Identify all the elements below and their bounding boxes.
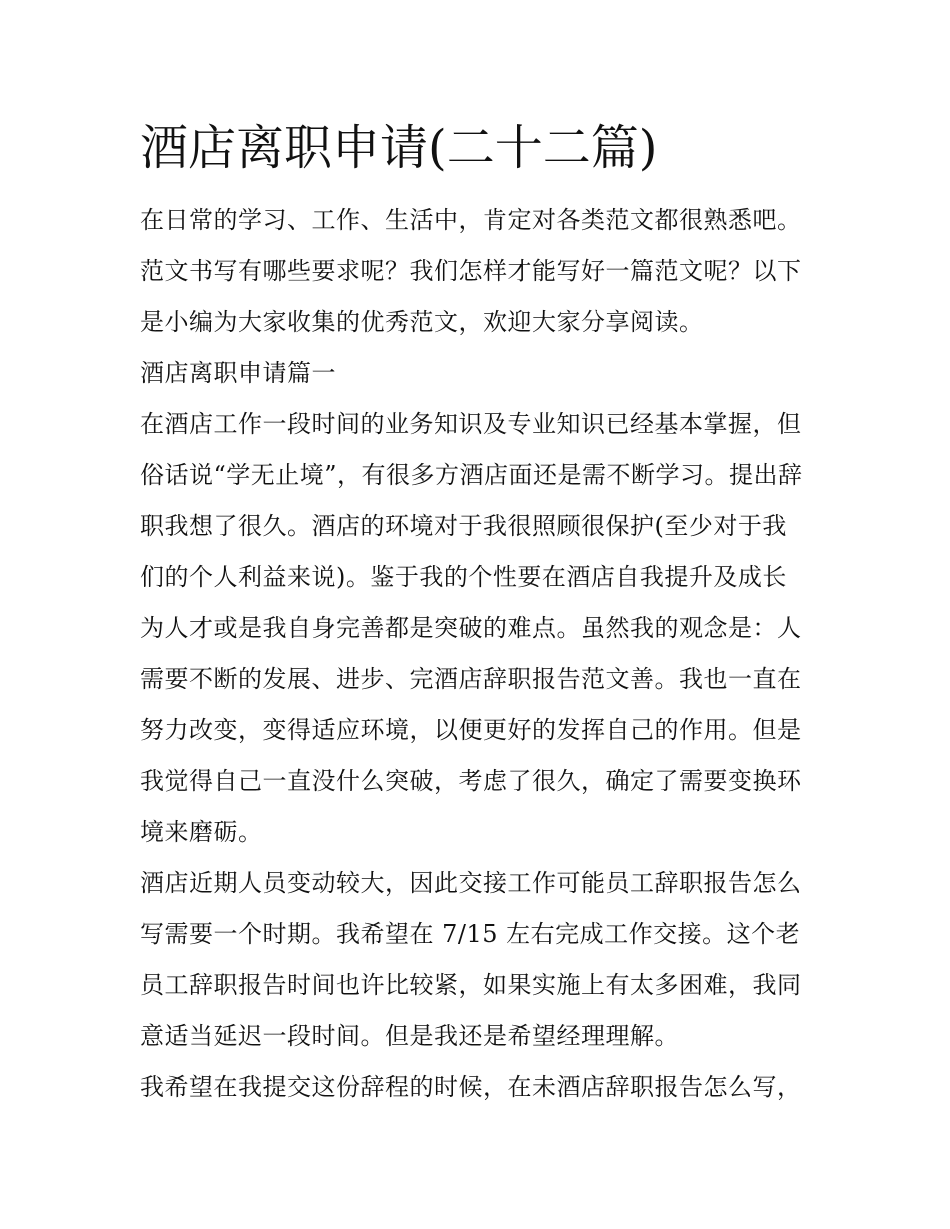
body-line: 们的个人利益来说)。鉴于我的个性要在酒店自我提升及成长	[140, 563, 787, 591]
body-line: 俗话说“学无止境”，有很多方酒店面还是需不断学习。提出辞	[140, 461, 803, 489]
body-line: 努力改变，变得适应环境，以便更好的发挥自己的作用。但是	[140, 716, 802, 744]
body-line: 我觉得自己一直没什么突破，考虑了很久，确定了需要变换环	[140, 767, 802, 795]
body-line: 境来磨砺。	[140, 818, 263, 846]
body-line: 酒店近期人员变动较大，因此交接工作可能员工辞职报告怎么	[140, 869, 802, 897]
body-line: 员工辞职报告时间也许比较紧，如果实施上有太多困难，我同	[140, 971, 802, 999]
section-heading: 酒店离职申请篇一	[140, 359, 336, 387]
body-line: 为人才或是我自身完善都是突破的难点。虽然我的观念是：人	[140, 614, 802, 642]
body-line: 职我想了很久。酒店的环境对于我很照顾很保护(至少对于我	[140, 512, 787, 540]
body-line: 范文书写有哪些要求呢？我们怎样才能写好一篇范文呢？以下	[140, 257, 802, 285]
body-line: 是小编为大家收集的优秀范文，欢迎大家分享阅读。	[140, 308, 704, 336]
body-line: 在酒店工作一段时间的业务知识及专业知识已经基本掌握，但	[140, 410, 802, 438]
body-line: 我希望在我提交这份辞程的时候，在未酒店辞职报告怎么写，	[140, 1073, 802, 1101]
body-line: 意适当延迟一段时间。但是我还是希望经理理解。	[140, 1022, 679, 1050]
document-title: 酒店离职申请(二十二篇)	[140, 120, 658, 176]
body-line: 在日常的学习、工作、生活中，肯定对各类范文都很熟悉吧。	[140, 206, 802, 234]
body-line: 写需要一个时期。我希望在 7/15 左右完成工作交接。这个老	[140, 920, 801, 948]
body-line: 需要不断的发展、进步、完酒店辞职报告范文善。我也一直在	[140, 665, 802, 693]
